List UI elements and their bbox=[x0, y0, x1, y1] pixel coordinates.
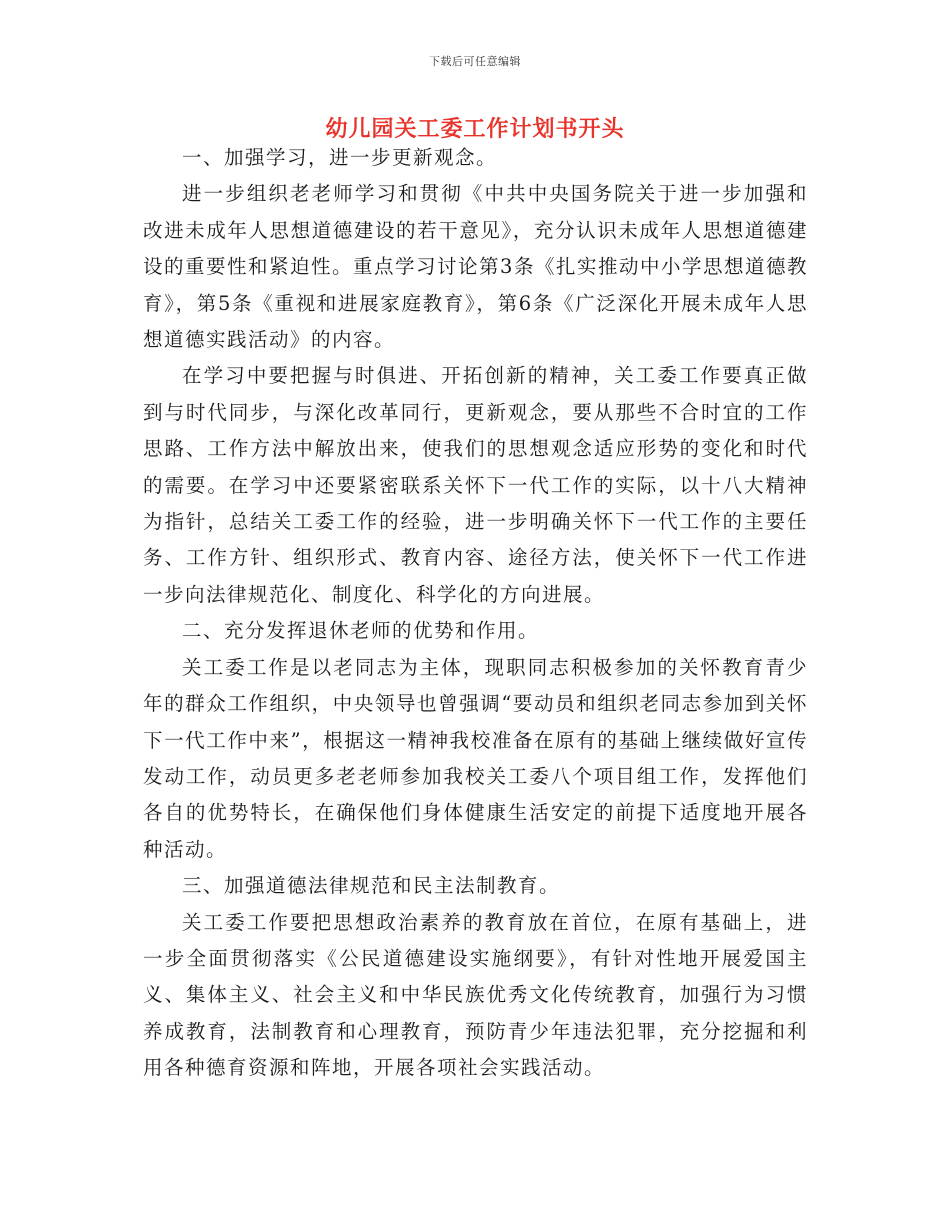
section-3-heading: 三、加强道德法律规范和民主法制教育。 bbox=[182, 874, 561, 898]
document-title: 幼儿园关工委工作计划书开头 bbox=[325, 117, 625, 142]
page-header-note: 下载后可任意编辑 bbox=[429, 55, 521, 68]
document-body bbox=[143, 140, 808, 1087]
section-1-paragraph-2: 在学习中要把握与时俱进、开拓创新的精神，关工委工作要真正做到与时代同步，与深化改革同行，更新观念，要从那些不合时宜的工作思路、工作方法中解放出来，使我们的思想观念适应形势的变化和时代的需要。在学习中还要紧密联系关怀下一代工作的实际，以十八大精神为指针，总结关工委工作的经验，进一步明确关怀下一代工作的主要任务、工作方针、组织形式、教育内容、途径方法，使关怀下一代工作进一步向法律规范化、制度化、科学化的方向进展。 bbox=[143, 364, 808, 606]
section-1-heading: 一、加强学习，进一步更新观念。 bbox=[182, 146, 498, 169]
section-2-paragraph-1: 关工委工作是以老同志为主体，现职同志积极参加的关怀教育青少年的群众工作组织，中央领导也曾强调“要动员和组织老同志参加到关怀下一代工作中来”，根据这一精神我校准备在原有的基础上继续做好宣传发动工作，动员更多老老师参加我校关工委八个项目组工作，发挥他们各自的优势特长，在确保他们身体健康生活安定的前提下适度地开展各种活动。 bbox=[143, 655, 808, 861]
section-2-heading: 二、充分发挥退休老师的优势和作用。 bbox=[182, 619, 540, 643]
section-1-paragraph-1: 进一步组织老老师学习和贯彻《中共中央国务院关于进一步加强和改进未成年人思想道德建设的若干意见》，充分认识未成年人思想道德建设的重要性和紧迫性。重点学习讨论第3条《扎实推动中小学思想道德教育》，第5条《重视和进展家庭教育》，第6条《广泛深化开展未成年人思想道德实践活动》的内容。 bbox=[143, 182, 808, 352]
section-3-paragraph-1: 关工委工作要把思想政治素养的教育放在首位，在原有基础上，进一步全面贯彻落实《公民道德建设实施纲要》，有针对性地开展爱国主义、集体主义、社会主义和中华民族优秀文化传统教育，加强行为习惯养成教育，法制教育和心理教育，预防青少年违法犯罪，充分挖掘和利用各种德育资源和阵地，开展各项社会实践活动。 bbox=[143, 910, 808, 1080]
